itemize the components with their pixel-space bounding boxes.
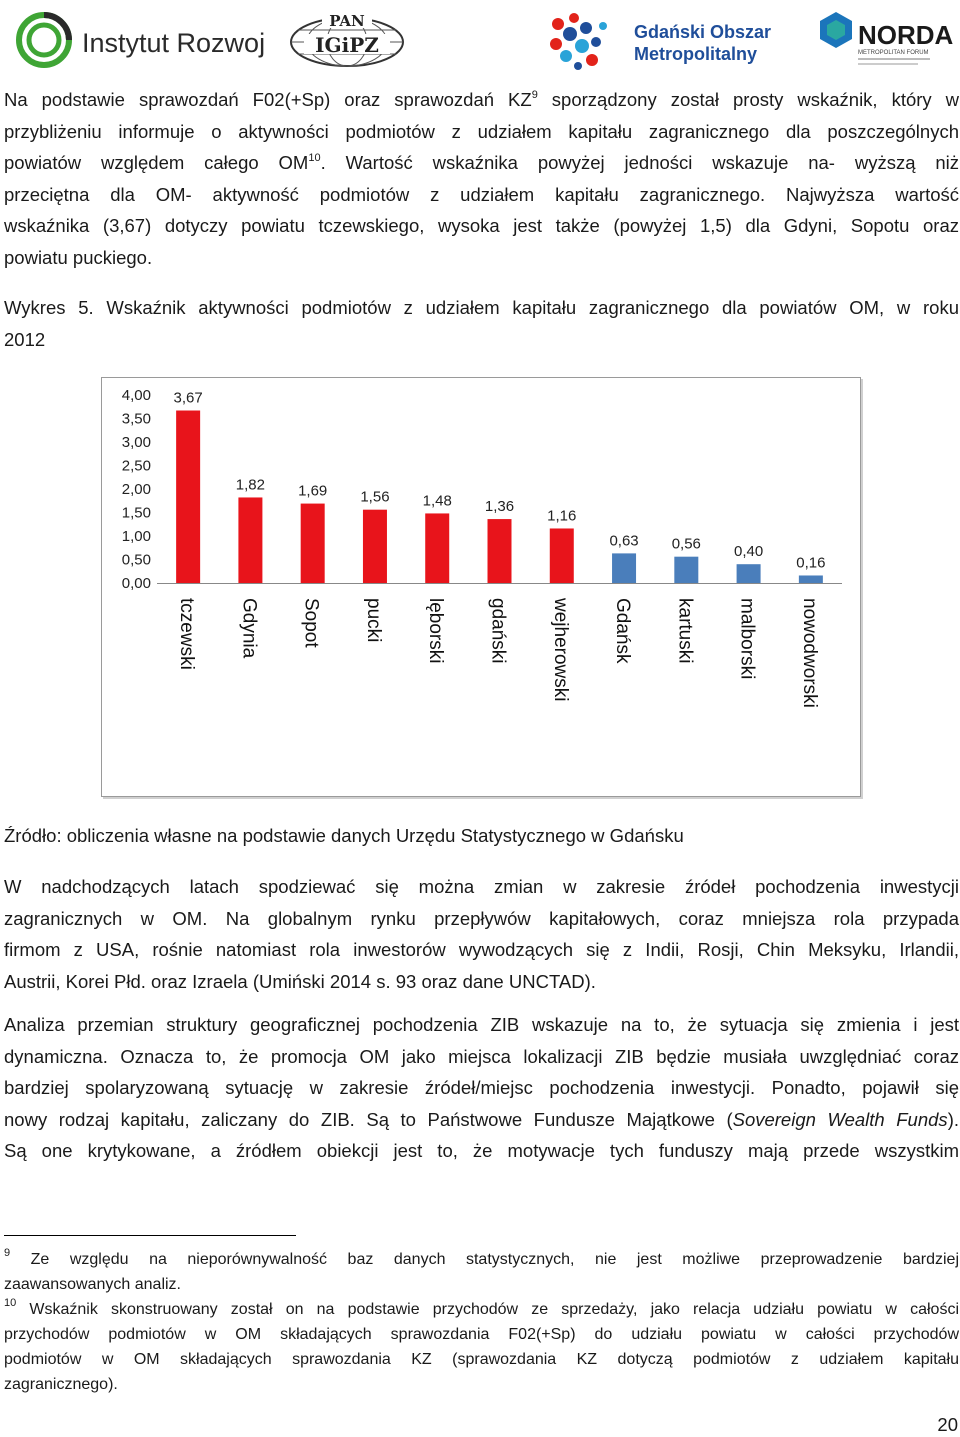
header-logos bbox=[0, 0, 960, 80]
caption-line: Wykres 5. Wskaźnik aktywności podmiotów z udziałem kapitału zagranicznego dla powiatów OM, w roku bbox=[4, 297, 959, 318]
footnote-ref-10[interactable]: 10 bbox=[308, 152, 321, 164]
category-label: gdański bbox=[487, 598, 509, 664]
bar-chart bbox=[102, 378, 860, 796]
y-tick-label: 2,00 bbox=[121, 481, 151, 498]
bar bbox=[737, 564, 761, 583]
paragraph-line: Austrii, Korei Płd. oraz Izraela (Umiński 2014 s. 93 oraz dane UNCTAD). bbox=[4, 970, 596, 992]
chart-container bbox=[101, 377, 861, 797]
footnote-line: zaawansowanych analiz. bbox=[4, 1276, 181, 1293]
bar bbox=[799, 575, 823, 583]
footnote-ref-9[interactable]: 9 bbox=[531, 89, 538, 101]
footnote-line: zagranicznego). bbox=[4, 1376, 118, 1393]
bar bbox=[363, 510, 387, 583]
source-line: Źródło: obliczenia własne na podstawie danych Urzędu Statystycznego w Gdańsku bbox=[4, 825, 684, 846]
y-tick-label: 0,50 bbox=[121, 551, 151, 569]
paragraph-line: dynamiczna. Oznacza to, że promocja OM jako miejsca lokalizacji ZIB będzie musiała uwzględniać coraz bbox=[4, 1045, 959, 1067]
y-tick-label: 3,00 bbox=[121, 434, 151, 451]
bar bbox=[488, 519, 512, 583]
footnote-line: $^9$ Ze względu na nieporównywalność baz danych statystycznych, nie jest możliwe przeprowadzenie bardziej bbox=[4, 1247, 959, 1268]
paragraph-line: firmom z USA, rośnie natomiast rola inwestorów wywodzących się z Indii, Rosji, Chin Meksyku, Irlandii, bbox=[4, 939, 959, 960]
y-tick-label: 1,50 bbox=[121, 504, 151, 522]
paragraph-line: przeciętna dla OM- aktywność podmiotów z udziałem kapitału zagranicznego. Najwyższa wartość bbox=[4, 183, 959, 205]
paragraph-line: bardziej spolaryzowaną sytuację w zakresie źródeł/miejsc pochodzenia inwestycji. Ponadto, pojawił się bbox=[4, 1077, 959, 1098]
bar bbox=[176, 411, 200, 583]
pan-text: PAN bbox=[329, 12, 365, 30]
footnote-line: $^{10}$ Wskaźnik skonstruowany został on na podstawie przychodów ze sprzedaży, jako relacja udziału powiatu w całości bbox=[4, 1297, 959, 1318]
category-label: pucki bbox=[362, 598, 384, 643]
paragraph-line: Analiza przemian struktury geograficznej pochodzenia ZIB wskazuje na to, że sytuacja się zmienia i jest bbox=[4, 1014, 959, 1035]
footnote-separator bbox=[4, 1235, 296, 1236]
norda-text: NORDA bbox=[858, 20, 954, 50]
paragraph-line: powiatu puckiego. bbox=[4, 246, 153, 268]
bar bbox=[425, 513, 449, 583]
gom-dots-icon bbox=[548, 12, 778, 72]
pan-igipz-logo bbox=[288, 10, 406, 70]
data-label: 1,48 bbox=[422, 492, 452, 510]
footnote-line: podmiotów w OM składających sprawozdania KZ (sprawozdania KZ dotyczą podmiotów z udziałem kapitału bbox=[4, 1351, 959, 1368]
gom-line1: Gdański Obszar bbox=[634, 22, 772, 42]
norda-logo bbox=[816, 10, 956, 72]
bar bbox=[550, 528, 574, 583]
instytut-rozwoju-logo bbox=[14, 10, 264, 70]
y-tick-label: 2,50 bbox=[121, 457, 151, 475]
data-label: 1,16 bbox=[547, 507, 577, 525]
norda-subtext: METROPOLITAN FORUM bbox=[858, 50, 929, 56]
category-label: malborski bbox=[736, 598, 758, 680]
category-label: wejherowski bbox=[549, 598, 571, 702]
igipz-text: IGiPZ bbox=[315, 33, 379, 57]
data-label: 0,63 bbox=[609, 532, 639, 550]
paragraph-line: Na podstawie sprawozdań F02(+Sp) oraz sprawozdań $KZ^9$ sporządzony został prosty wskaźnik, który w bbox=[4, 89, 960, 110]
paragraph-line: powiatów względem całego OM$^{10}$. Wartość wskaźnika powyżej jedności wskazuje na- wyższą niż bbox=[4, 152, 959, 173]
figure-caption bbox=[4, 292, 959, 355]
bar bbox=[301, 504, 325, 583]
paragraph-intro bbox=[4, 84, 959, 273]
y-tick-label: 4,00 bbox=[121, 387, 151, 404]
paragraph-zib-analysis bbox=[4, 1009, 959, 1167]
paragraph-line: wskaźnika (3,67) dotyczy powiatu tczewskiego, wysoka jest także (powyżej 1,5) dla Gdyni, Sopotu oraz bbox=[4, 215, 959, 236]
category-label: Gdynia bbox=[238, 598, 260, 659]
footnote-line: przychodów podmiotów w OM składających sprawozdania F02(+Sp) do udziału powiatu w całości przychodów bbox=[4, 1326, 959, 1343]
footnote-number: 9 bbox=[4, 1247, 11, 1259]
footnote-10 bbox=[4, 1297, 959, 1397]
category-label: Gdańsk bbox=[612, 598, 634, 664]
paragraph-investment-sources bbox=[4, 871, 959, 997]
footnote-9 bbox=[4, 1247, 959, 1297]
page-number: 20 bbox=[937, 1414, 958, 1435]
category-label: nowodworski bbox=[798, 598, 820, 708]
bar bbox=[612, 553, 636, 583]
footnote-number: 10 bbox=[4, 1297, 17, 1309]
italic-term: Sovereign Wealth Funds bbox=[732, 1108, 948, 1130]
category-label: tczewski bbox=[176, 598, 198, 670]
instytut-rozwoju-mark-icon bbox=[14, 10, 264, 70]
data-label: 1,82 bbox=[235, 476, 266, 494]
category-label: lęborski bbox=[425, 598, 447, 664]
data-label: 1,36 bbox=[484, 498, 515, 516]
instytut-rozwoju-text: Instytut Rozwoju bbox=[82, 28, 264, 58]
paragraph-line: zagranicznych w OM. Na globalnym rynku przepływów kapitałowych, coraz mniejsza rola przypada bbox=[4, 907, 959, 929]
category-label: kartuski bbox=[674, 598, 696, 664]
norda-hex-icon bbox=[816, 10, 956, 72]
gom-line2: Metropolitalny bbox=[634, 44, 758, 64]
paragraph-line: nowy rodzaj kapitału, zaliczany do ZIB. Są to Państwowe Fundusze Majątkowe (Sovereign Wealth Funds). bbox=[4, 1108, 959, 1130]
data-label: 0,40 bbox=[733, 543, 764, 561]
bar bbox=[674, 557, 698, 583]
data-label: 1,56 bbox=[360, 488, 390, 506]
data-label: 0,16 bbox=[796, 554, 826, 572]
data-label: 1,69 bbox=[298, 482, 328, 500]
category-label: Sopot bbox=[300, 598, 322, 648]
gom-logo bbox=[548, 12, 778, 72]
y-tick-label: 0,00 bbox=[121, 575, 151, 592]
chart-source bbox=[4, 820, 959, 852]
paragraph-line: W nadchodzących latach spodziewać się można zmian w zakresie źródeł pochodzenia inwestycji bbox=[4, 876, 959, 897]
paragraph-line: Są one krytykowane, a źródłem obiekcji jest to, że motywacje tych funduszy mają przede wszystkim bbox=[4, 1140, 959, 1161]
bar bbox=[238, 497, 262, 583]
data-label: 0,56 bbox=[671, 535, 701, 553]
y-tick-label: 3,50 bbox=[121, 410, 151, 428]
data-label: 3,67 bbox=[173, 389, 203, 407]
paragraph-line: przybliżeniu informuje o aktywności podmiotów z udziałem kapitału zagranicznego dla poszczególnych bbox=[4, 120, 959, 142]
y-tick-label: 1,00 bbox=[121, 528, 151, 545]
caption-line: 2012 bbox=[4, 328, 46, 350]
pan-globe-icon bbox=[288, 10, 406, 70]
